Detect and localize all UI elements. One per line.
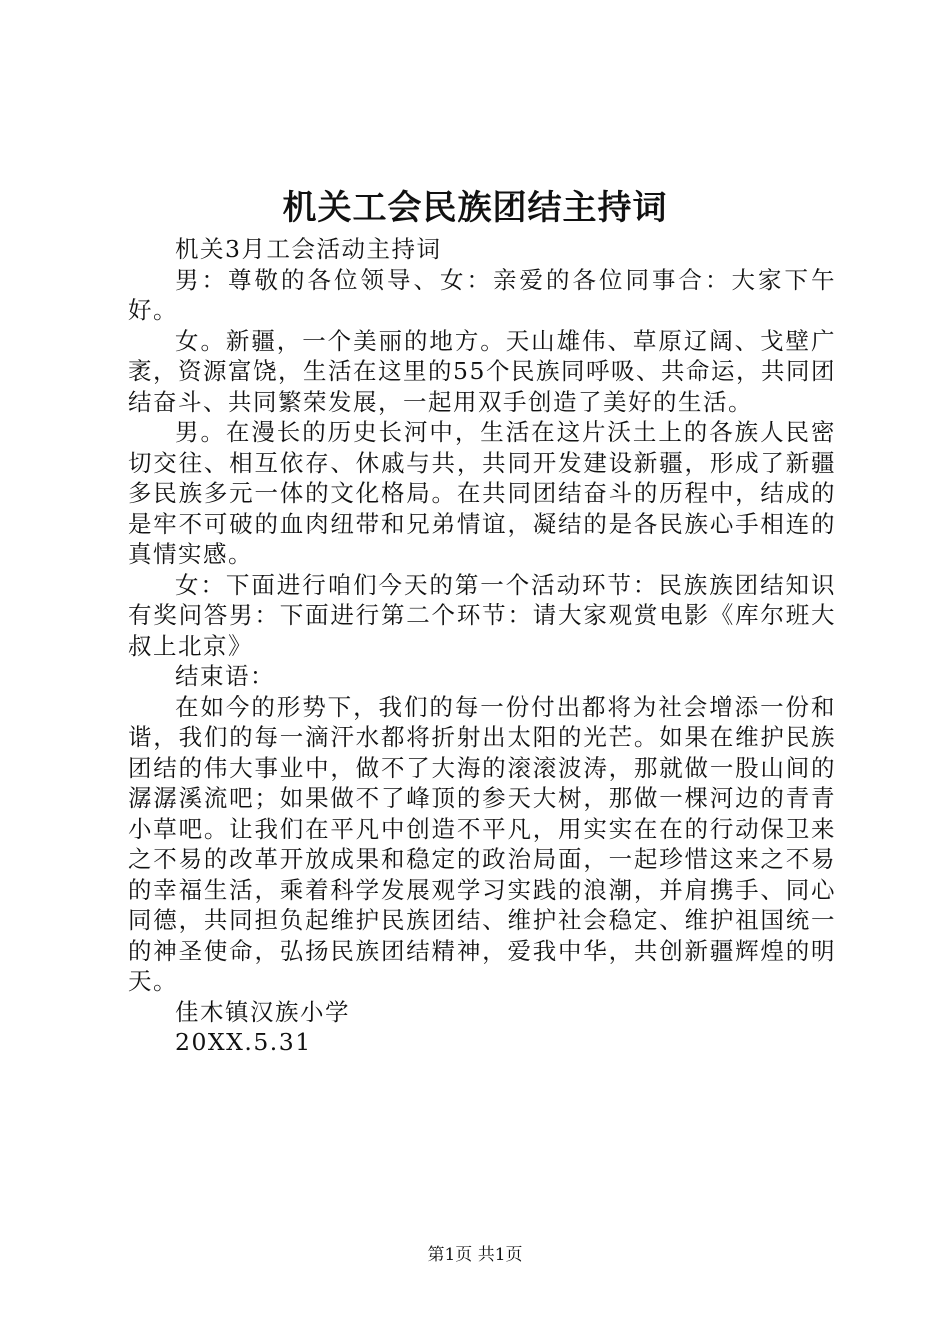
- paragraph-xinjiang-intro: 女。新疆，一个美丽的地方。天山雄伟、草原辽阔、戈壁广袤，资源富饶，生活在这里的55个民族同呼吸、共命运，共同团结奋斗、共同繁荣发展，一起用双手创造了美好的生活。: [128, 326, 836, 416]
- page-number-footer: 第1页 共1页: [427, 1245, 523, 1265]
- paragraph-signature-date: 20XX.5.31: [175, 1028, 312, 1056]
- paragraph-history: 男。在漫长的历史长河中，生活在这片沃土上的各族人民密切交往、相互依存、休戚与共，共同开发建设新疆，形成了新疆多民族多元一体的文化格局。在共同团结奋斗的历程中，结成的是牢不可破的血肉纽带和兄弟情谊，凝结的是各民族心手相连的真情实感。: [128, 418, 836, 568]
- paragraph-closing-heading: 结束语：: [175, 662, 275, 690]
- paragraph-activities: 女：下面进行咱们今天的第一个活动环节：民族族团结知识有奖问答男：下面进行第二个环节：请大家观赏电影《库尔班大叔上北京》: [128, 570, 836, 660]
- paragraph-signature-school: 佳木镇汉族小学: [175, 997, 350, 1026]
- document-title: 机关工会民族团结主持词: [282, 188, 668, 228]
- document-body: [128, 234, 836, 1058]
- paragraph-greeting: 男：尊敬的各位领导、女：亲爱的各位同事合：大家下午好。: [128, 265, 836, 324]
- paragraph-closing-speech: 在如今的形势下，我们的每一份付出都将为社会增添一份和谐，我们的每一滴汗水都将折射出太阳的光芒。如果在维护民族团结的伟大事业中，做不了大海的滚滚波涛，那就做一股山间的潺潺溪流吧；如果做不了峰顶的参天大树，那做一棵河边的青青小草吧。让我们在平凡中创造不平凡，用实实在在的行动保卫来之不易的改革开放成果和稳定的政治局面，一起珍惜这来之不易的幸福生活，乘着科学发展观学习实践的浪潮，并肩携手、同心同德，共同担负起维护民族团结、维护社会稳定、维护祖国统一的神圣使命，弘扬民族团结精神，爱我中华，共创新疆辉煌的明天。: [128, 692, 836, 995]
- paragraph-subtitle: 机关3月工会活动主持词: [175, 235, 442, 263]
